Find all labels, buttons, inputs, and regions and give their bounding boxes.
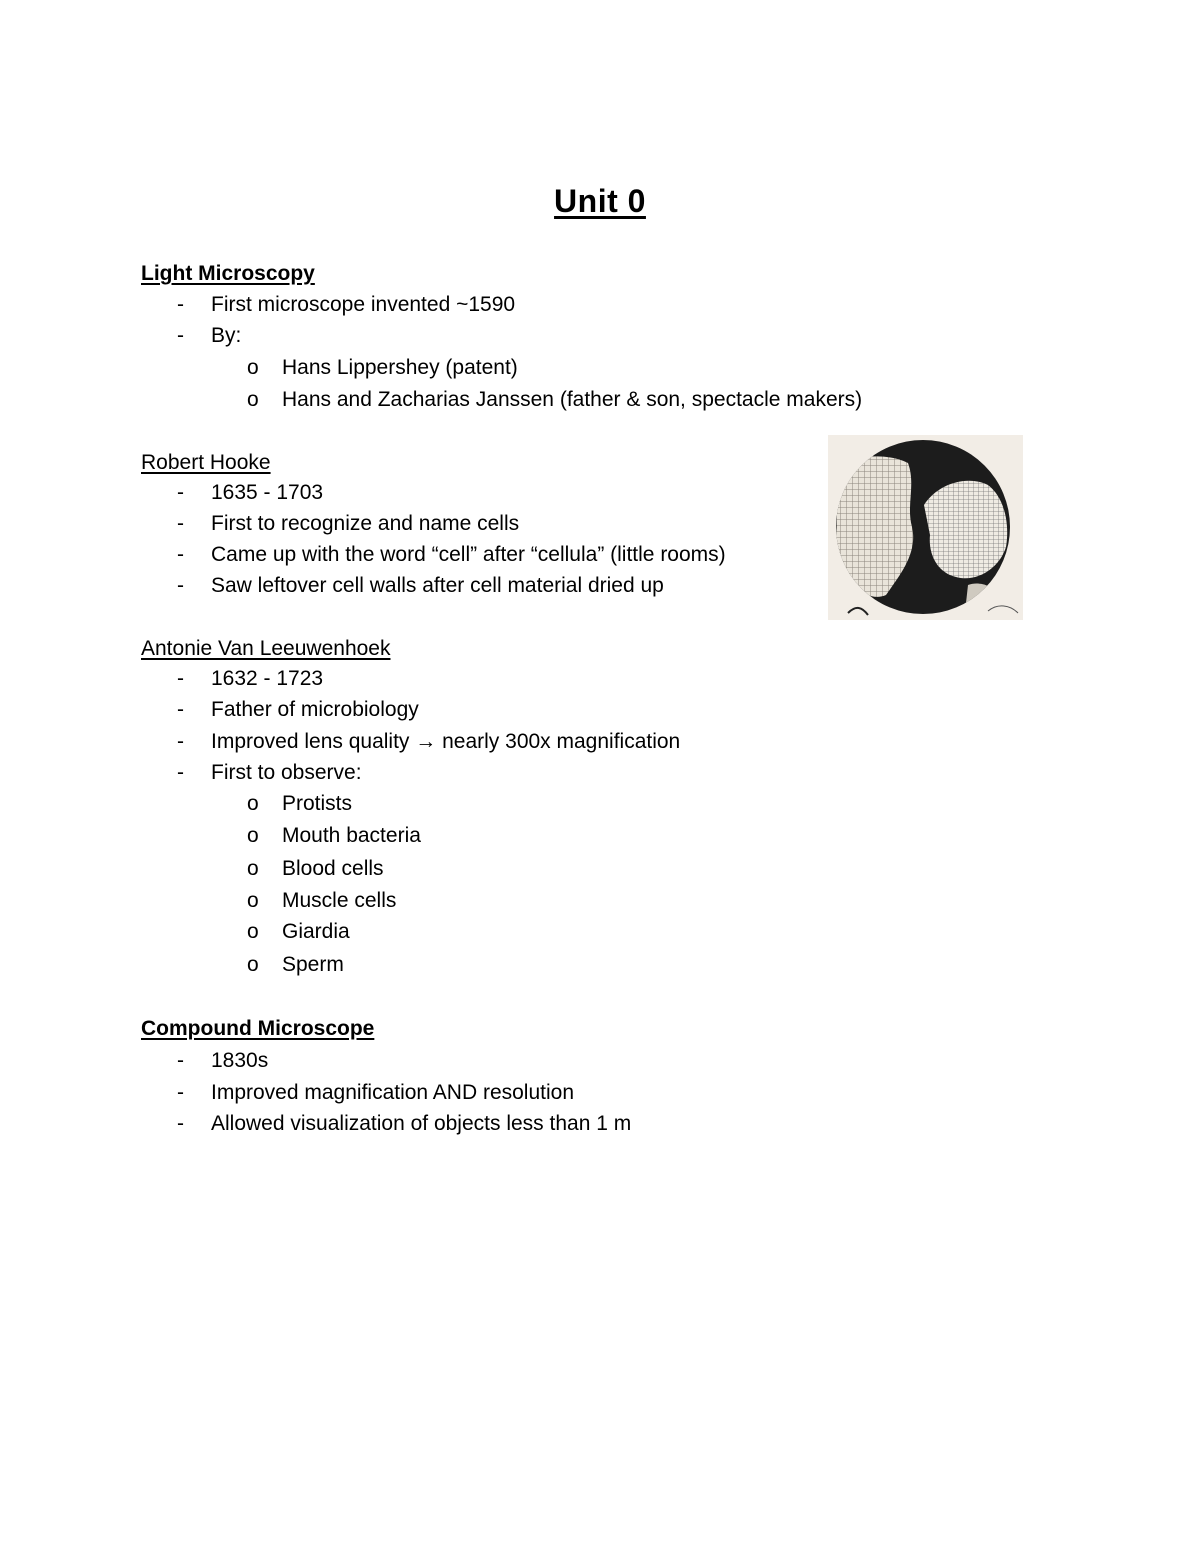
list-item: First to observe: [211,761,362,784]
circle-bullet: o [247,388,259,411]
circle-bullet: o [247,857,259,880]
list-item: 1632 - 1723 [211,667,324,690]
sub-list-item: Sperm [282,953,344,976]
list-item: Improved magnification AND resolution [211,1081,575,1104]
dash-bullet: - [177,698,184,721]
circle-bullet: o [247,824,259,847]
sub-list-item: Hans Lippershey (patent) [282,356,518,379]
dash-bullet: - [177,730,184,753]
sub-list-item: Mouth bacteria [282,824,421,847]
dash-bullet: - [177,543,184,566]
section-heading-leeuwenhoek: Antonie Van Leeuwenhoek [141,637,391,660]
dash-bullet: - [177,293,184,316]
list-item: Allowed visualization of objects less than 1 m [211,1112,632,1135]
list-item: Saw leftover cell walls after cell material dried up [211,574,664,597]
circle-bullet: o [247,792,259,815]
list-item: 1635 - 1703 [211,481,324,504]
sub-list-item: Hans and Zacharias Janssen (father & son, spectacle makers) [282,388,863,411]
dash-bullet: - [177,667,184,690]
dash-bullet: - [177,512,184,535]
list-item: First to recognize and name cells [211,512,520,535]
list-item: Improved lens quality → nearly 300x magnification [211,730,681,753]
dash-bullet: - [177,1081,184,1104]
dash-bullet: - [177,574,184,597]
sub-list-item: Giardia [282,920,350,943]
dash-bullet: - [177,324,184,347]
page-title: Unit 0 [554,183,646,219]
dash-bullet: - [177,1112,184,1135]
dash-bullet: - [177,481,184,504]
list-item: By: [211,324,242,347]
list-item: Father of microbiology [211,698,419,721]
section-heading-robert-hooke: Robert Hooke [141,451,271,474]
circle-bullet: o [247,920,259,943]
circle-bullet: o [247,889,259,912]
sub-list-item: Protists [282,792,353,815]
cork-cells-drawing [828,435,1023,620]
sub-list-item: Muscle cells [282,889,397,912]
list-item: First microscope invented ~1590 [211,293,516,316]
section-heading-compound-microscope: Compound Microscope [141,1017,375,1040]
section-heading-light-microscopy: Light Microscopy [141,262,315,285]
cork-cells-illustration [828,435,1023,620]
dash-bullet: - [177,761,184,784]
sub-list-item: Blood cells [282,857,384,880]
list-item: 1830s [211,1049,269,1072]
circle-bullet: o [247,356,259,379]
dash-bullet: - [177,1049,184,1072]
list-item: Came up with the word “cell” after “cellula” (little rooms) [211,543,726,566]
circle-bullet: o [247,953,259,976]
